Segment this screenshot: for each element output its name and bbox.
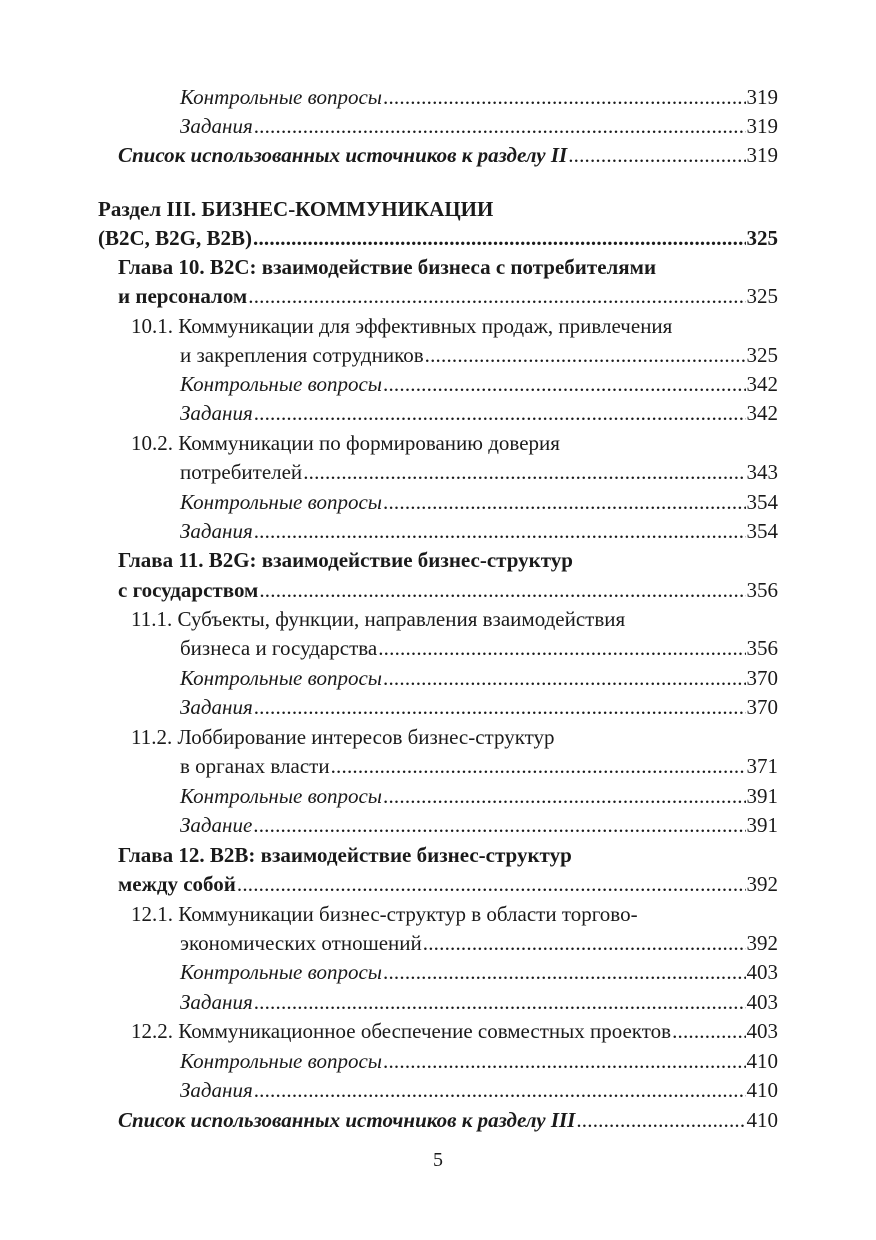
leader-dots xyxy=(383,957,745,987)
leader-dots xyxy=(254,516,746,546)
toc-entry-title: 12.1. Коммуникации бизнес-структур в области торгово- xyxy=(131,902,638,926)
toc-subsection-heading[interactable] xyxy=(0,428,876,458)
toc-entry[interactable] xyxy=(0,663,876,693)
toc-entry[interactable] xyxy=(0,928,876,958)
toc-entry-title: Задание xyxy=(180,813,253,837)
toc-subsection-heading[interactable] xyxy=(0,604,876,634)
toc-entry[interactable] xyxy=(0,957,876,987)
toc-entry-title: Задания xyxy=(180,519,253,543)
leader-dots xyxy=(254,1075,746,1105)
toc-entry-title: 11.2. Лоббирование интересов бизнес-структур xyxy=(131,725,555,749)
toc-page-number: 354 xyxy=(746,490,778,514)
toc-entry[interactable] xyxy=(0,692,876,722)
toc-entry-title: с государством xyxy=(118,578,259,602)
toc-entry[interactable] xyxy=(0,111,876,141)
toc-chapter-heading[interactable] xyxy=(0,545,876,575)
toc-entry[interactable] xyxy=(0,457,876,487)
toc-page-number: 392 xyxy=(746,931,778,955)
toc-entry-title: Контрольные вопросы xyxy=(180,666,383,690)
toc-entry-title: 11.1. Субъекты, функции, направления взаимодействия xyxy=(131,607,626,631)
toc-entry-title: Задания xyxy=(180,695,253,719)
leader-dots xyxy=(383,781,745,811)
toc-chapter-heading[interactable] xyxy=(0,840,876,870)
toc-entry-title: Задания xyxy=(180,990,253,1014)
toc-entry-title: Задания xyxy=(180,1078,253,1102)
toc-page-number: 325 xyxy=(746,284,778,308)
toc-entry-title: бизнеса и государства xyxy=(180,636,378,660)
toc-entry-title: Контрольные вопросы xyxy=(180,372,383,396)
toc-entry-title: между собой xyxy=(118,872,236,896)
toc-entry[interactable] xyxy=(0,140,876,170)
leader-dots xyxy=(331,751,746,781)
toc-entry-title: Контрольные вопросы xyxy=(180,85,383,109)
toc-entry-title: и закрепления сотрудников xyxy=(180,343,424,367)
toc-entry[interactable] xyxy=(0,781,876,811)
toc-page-number: 319 xyxy=(746,143,778,167)
leader-dots xyxy=(383,82,745,112)
toc-entry-title: Контрольные вопросы xyxy=(180,490,383,514)
leader-dots xyxy=(576,1105,745,1135)
toc-entry-title: Глава 12. B2B: взаимодействие бизнес-структур xyxy=(118,843,572,867)
toc-chapter-heading[interactable] xyxy=(0,252,876,282)
toc-entry-title: (B2C, B2G, B2B) xyxy=(98,226,253,250)
toc-entry-title: Список использованных источников к разделу III xyxy=(118,1108,576,1132)
toc-section-heading[interactable] xyxy=(0,194,876,224)
leader-dots xyxy=(237,869,746,899)
toc-entry[interactable] xyxy=(0,1075,876,1105)
leader-dots xyxy=(383,663,745,693)
leader-dots xyxy=(254,692,746,722)
leader-dots xyxy=(383,369,745,399)
toc-entry[interactable] xyxy=(0,340,876,370)
toc-page-number: 410 xyxy=(746,1108,778,1132)
toc-entry[interactable] xyxy=(0,1105,876,1135)
leader-dots xyxy=(303,457,745,487)
toc-entry[interactable] xyxy=(0,1046,876,1076)
toc-page-number: 370 xyxy=(746,666,778,690)
toc-entry[interactable] xyxy=(0,516,876,546)
toc-page-number: 343 xyxy=(746,460,778,484)
leader-dots xyxy=(383,1046,745,1076)
toc-page-number: 403 xyxy=(746,990,778,1014)
toc-page-number: 391 xyxy=(746,784,778,808)
leader-dots xyxy=(383,487,745,517)
toc-page-number: 391 xyxy=(746,813,778,837)
toc-entry-title: Список использованных источников к разделу II xyxy=(118,143,568,167)
toc-entry[interactable] xyxy=(0,369,876,399)
leader-dots xyxy=(425,340,746,370)
toc-page-number: 325 xyxy=(746,343,778,367)
leader-dots xyxy=(254,111,746,141)
toc-subsection-heading[interactable] xyxy=(0,311,876,341)
toc-entry-title: 12.2. Коммуникационное обеспечение совместных проектов xyxy=(131,1019,672,1043)
toc-page-number: 403 xyxy=(746,960,778,984)
page-number-footer: 5 xyxy=(433,1149,443,1171)
toc-entry-title: 10.1. Коммуникации для эффективных продаж, привлечения xyxy=(131,314,673,338)
toc-entry[interactable] xyxy=(0,987,876,1017)
toc-entry-title: и персоналом xyxy=(118,284,248,308)
toc-entry-title: экономических отношений xyxy=(180,931,422,955)
toc-entry-title: Контрольные вопросы xyxy=(180,960,383,984)
leader-dots xyxy=(259,575,745,605)
toc-page-number: 319 xyxy=(746,85,778,109)
toc-entry-title: Глава 11. B2G: взаимодействие бизнес-структур xyxy=(118,548,573,572)
toc-page-number: 354 xyxy=(746,519,778,543)
toc-entry[interactable] xyxy=(0,1016,876,1046)
toc-entry[interactable] xyxy=(0,575,876,605)
toc-entry-title: Глава 10. B2C: взаимодействие бизнеса с потребителями xyxy=(118,255,657,279)
toc-page-number: 319 xyxy=(746,114,778,138)
toc-entry-title: Раздел III. БИЗНЕС-КОММУНИКАЦИИ xyxy=(98,197,494,221)
toc-entry-title: Контрольные вопросы xyxy=(180,1049,383,1073)
toc-page-number: 392 xyxy=(746,872,778,896)
leader-dots xyxy=(248,281,745,311)
leader-dots xyxy=(423,928,746,958)
toc-page-number: 410 xyxy=(746,1078,778,1102)
toc-entry-title: Задания xyxy=(180,401,253,425)
toc-entry[interactable] xyxy=(0,223,876,253)
toc-entry[interactable] xyxy=(0,398,876,428)
toc-page-number: 403 xyxy=(746,1019,778,1043)
toc-entry-title: Задания xyxy=(180,114,253,138)
toc-page-number: 342 xyxy=(746,401,778,425)
leader-dots xyxy=(378,633,745,663)
toc-entry-title: Контрольные вопросы xyxy=(180,784,383,808)
leader-dots xyxy=(568,140,745,170)
toc-entry[interactable] xyxy=(0,810,876,840)
toc-entry[interactable] xyxy=(0,869,876,899)
toc-entry[interactable] xyxy=(0,751,876,781)
toc-page-number: 356 xyxy=(746,636,778,660)
leader-dots xyxy=(672,1016,745,1046)
leader-dots xyxy=(254,987,746,1017)
toc-entry-title: потребителей xyxy=(180,460,303,484)
toc-page-number: 370 xyxy=(746,695,778,719)
toc-subsection-heading[interactable] xyxy=(0,722,876,752)
toc-page-number: 325 xyxy=(746,226,778,250)
toc-entry[interactable] xyxy=(0,281,876,311)
toc-entry[interactable] xyxy=(0,82,876,112)
toc-entry[interactable] xyxy=(0,487,876,517)
toc-page-number: 371 xyxy=(746,754,778,778)
toc-page-number: 356 xyxy=(746,578,778,602)
toc-page-number: 342 xyxy=(746,372,778,396)
toc-entry-title: 10.2. Коммуникации по формированию доверия xyxy=(131,431,560,455)
leader-dots xyxy=(253,810,745,840)
toc-entry-title: в органах власти xyxy=(180,754,330,778)
toc-subsection-heading[interactable] xyxy=(0,899,876,929)
leader-dots xyxy=(253,223,745,253)
leader-dots xyxy=(254,398,746,428)
toc-page-number: 410 xyxy=(746,1049,778,1073)
toc-entry[interactable] xyxy=(0,633,876,663)
